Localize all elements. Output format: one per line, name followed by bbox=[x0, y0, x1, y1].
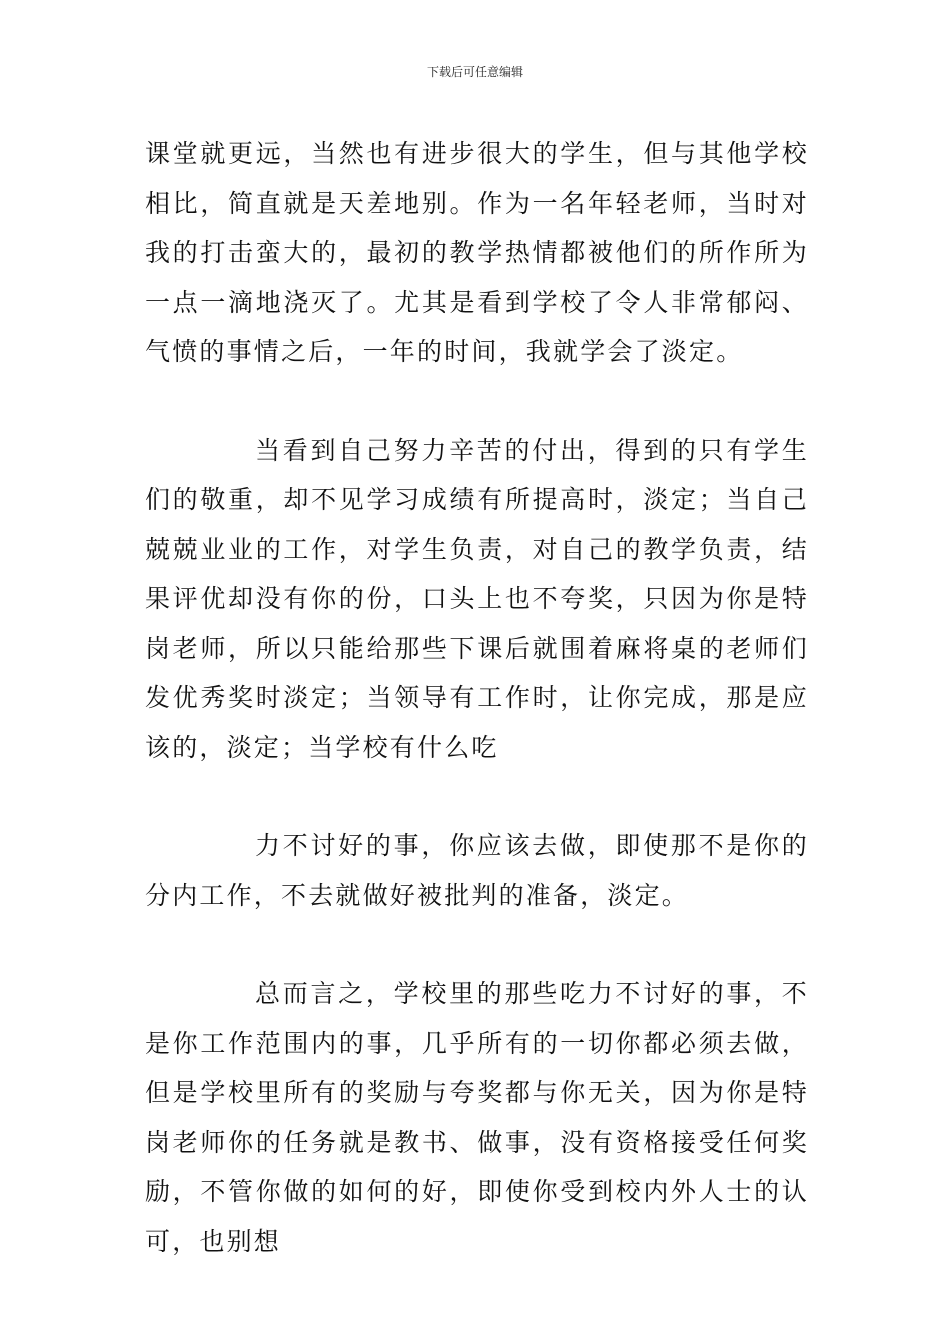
paragraph-2: 当看到自己努力辛苦的付出，得到的只有学生们的敬重，却不见学习成绩有所提高时，淡定；当自己兢兢业业的工作，对学生负责，对自己的教学负责，结果评优却没有你的份，口头上也不夸奖，只因为你是特岗老师，所以只能给那些下课后就围着麻将桌的老师们发优秀奖时淡定；当领导有工作时，让你完成，那是应该的，淡定；当学校有什么吃 bbox=[145, 435, 809, 762]
paragraph-1: 课堂就更远，当然也有进步很大的学生，但与其他学校相比，简直就是天差地别。作为一名年轻老师，当时对我的打击蛮大的，最初的教学热情都被他们的所作所为一点一滴地浇灭了。尤其是看到学校了令人非常郁闷、气愤的事情之后，一年的时间，我就学会了淡定。 bbox=[145, 139, 809, 366]
paragraph-3: 力不讨好的事，你应该去做，即使那不是你的分内工作，不去就做好被批判的准备，淡定。 bbox=[145, 831, 809, 910]
paragraph-4: 总而言之，学校里的那些吃力不讨好的事，不是你工作范围内的事，几乎所有的一切你都必须去做，但是学校里所有的奖励与夸奖都与你无关，因为你是特岗老师你的任务就是教书、做事，没有资格接受任何奖励，不管你做的如何的好，即使你受到校内外人士的认可，也别想 bbox=[145, 979, 809, 1256]
document-body bbox=[145, 129, 809, 1266]
page-header: 下载后可任意编辑 bbox=[426, 65, 523, 79]
